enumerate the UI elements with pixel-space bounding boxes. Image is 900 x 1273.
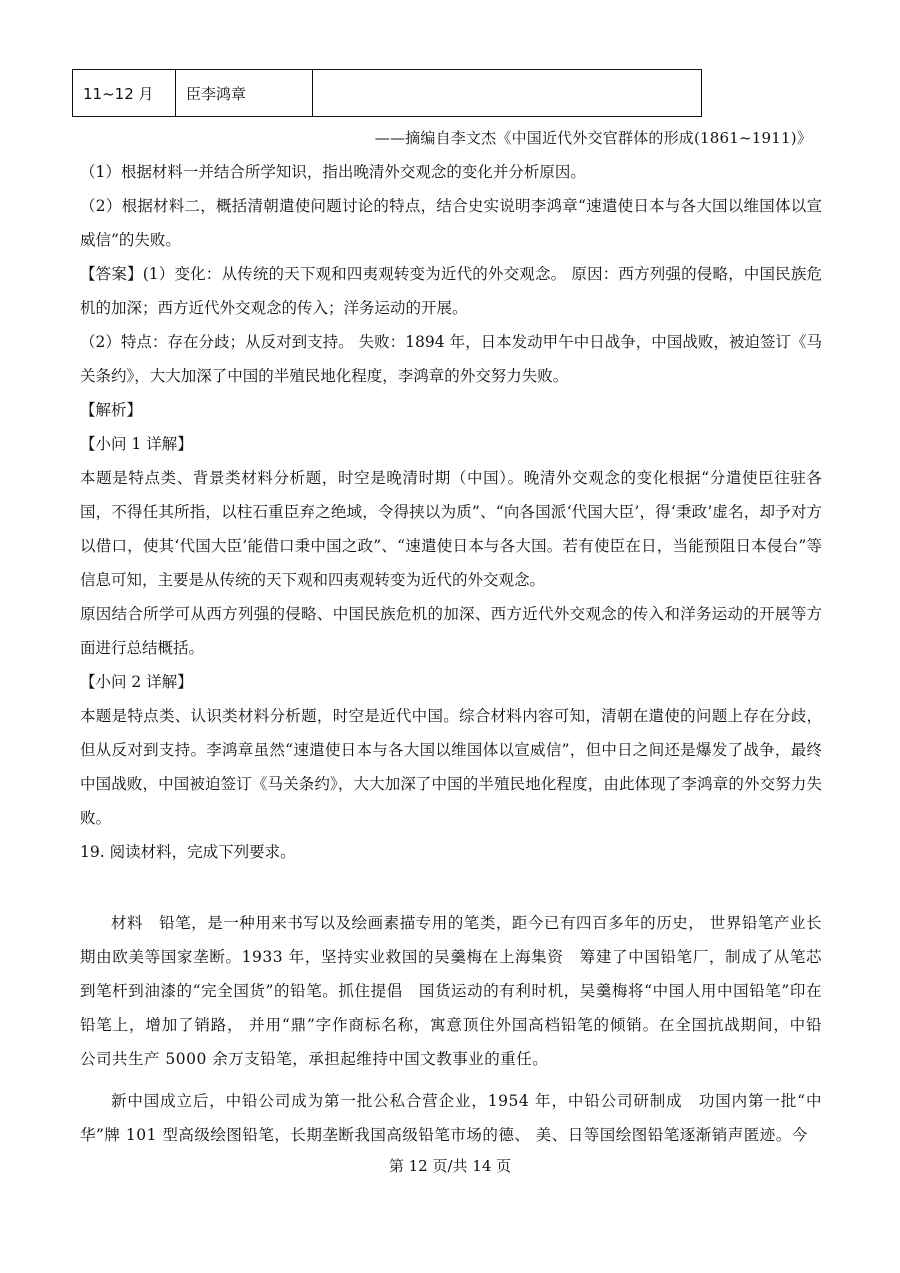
table-cell-time: 11~12 月 [73,70,176,117]
sub1-label: 【小问 1 详解】 [80,435,193,453]
q19-materials [80,906,839,1152]
table-cell-person: 臣李鸿章 [176,70,313,117]
q19-material-2: 新中国成立后，中铅公司成为第一批公私合营企业，1954 年，中铅公司研制成 功国内第一批“中华”牌 101 型高级绘图铅笔，长期垄断我国高级铅笔市场的德、 美、日等国绘图铅笔逐渐销声匿迹。今 [80,1092,822,1144]
analysis-label: 【解析】 [80,401,143,419]
answer-2: （2）特点：存在分歧；从反对到支持。 失败：1894 年，日本发动甲午中日战争，中国战败，被迫签订《马关条约》，大大加深了中国的半殖民地化程度，李鸿章的外交努力失败。 [80,333,822,385]
table-cell-content [313,70,702,117]
questions-block [80,155,822,869]
sub2-paragraph-1: 本题是特点类、认识类材料分析题，时空是近代中国。综合材料内容可知，清朝在遣使的问题上存在分歧，但从反对到支持。李鸿章虽然“速遣使日本与各大国以维国体以宣威信”，但中日之间还是爆发了战争，最终中国战败，中国被迫签订《马关条约》，大大加深了中国的半殖民地化程度，由此体现了李鸿章的外交努力失败。 [80,707,822,827]
source-citation: ——摘编自李文杰《中国近代外交官群体的形成(1861~1911)》 [374,129,812,147]
sub2-label: 【小问 2 详解】 [80,673,193,691]
sub1-paragraph-1: 本题是特点类、背景类材料分析题，时空是晚清时期（中国）。晚清外交观念的变化根据“分遣使臣往驻各国，不得任其所指，以柱石重臣弃之绝域，令得挟以为质”、“向各国派‘代国大臣’，得‘秉政’虚名，却予对方以借口，使其‘代国大臣’能借口秉中国之政”、“速遣使日本与各大国。若有使臣在日，当能预阻日本侵台”等信息可知，主要是从传统的天下观和四夷观转变为近代的外交观念。 [80,469,822,589]
table-row [73,70,702,117]
q19-title: 19. 阅读材料，完成下列要求。 [80,843,296,861]
material-table [72,69,702,117]
q19-material-1: 材料 铅笔，是一种用来书写以及绘画素描专用的笔类，距今已有四百多年的历史， 世界铅笔产业长期由欧美等国家垄断。1933 年，坚持实业救国的吴羹梅在上海集资 筹建了中国铅笔厂，制成了从笔芯到笔杆到油漆的“完全国货”的铅笔。抓住提倡 国货运动的有利时机，吴羹梅将“中国人用中国铅笔”印在铅笔上，增加了销路， 并用“鼎”字作商标名称，寓意顶住外国高档铅笔的倾销。在全国抗战期间，中铅 公司共生产 5000 余万支铅笔，承担起维持中国文教事业的重任。 [80,914,839,1068]
page-footer: 第 12 页/共 14 页 [388,1157,512,1175]
sub1-paragraph-2: 原因结合所学可从西方列强的侵略、中国民族危机的加深、西方近代外交观念的传入和洋务运动的开展等方面进行总结概括。 [80,605,822,657]
question-2: （2）根据材料二，概括清朝遣使问题讨论的特点，结合史实说明李鸿章“速遣使日本与各大国以维国体以宣威信”的失败。 [80,197,822,249]
question-1: （1）根据材料一并结合所学知识，指出晚清外交观念的变化并分析原因。 [80,163,586,181]
answer-1: 【答案】(1）变化：从传统的天下观和四夷观转变为近代的外交观念。 原因：西方列强的侵略，中国民族危机的加深；西方近代外交观念的传入；洋务运动的开展。 [80,265,822,317]
